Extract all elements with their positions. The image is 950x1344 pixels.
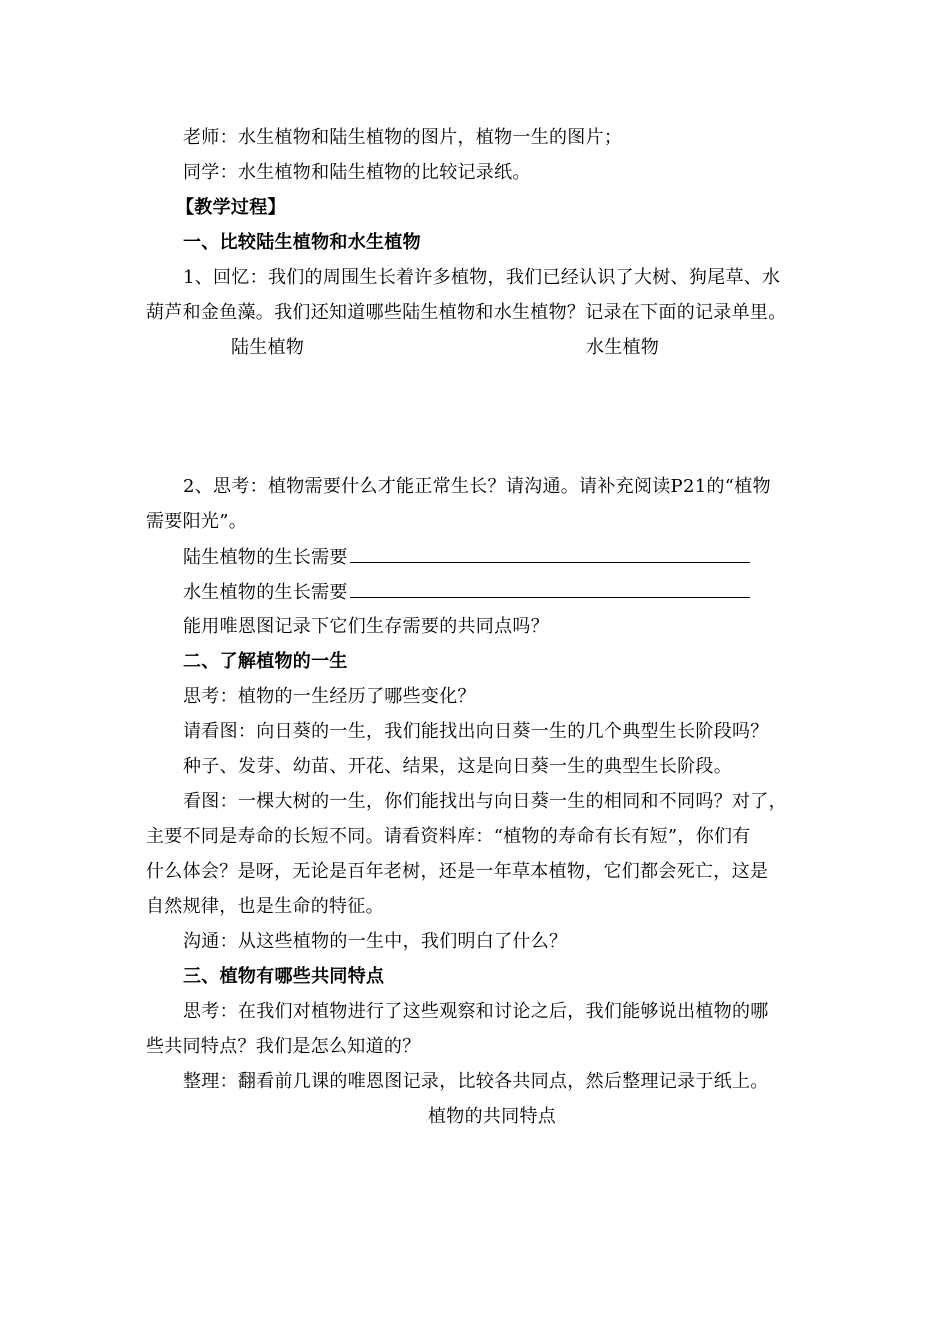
common-features-title: 植物的共同特点	[428, 1106, 557, 1127]
think-paragraph-line2: 需要阳光”。	[146, 511, 248, 532]
column-land-plants: 陆生植物	[231, 337, 305, 358]
venn-question: 能用唯恩图记录下它们生存需要的共同点吗？	[183, 616, 549, 637]
section3-think-line2: 些共同特点？我们是怎么知道的？	[146, 1036, 421, 1057]
section1-heading: 一、比较陆生植物和水生植物	[183, 232, 421, 253]
section2-think: 思考：植物的一生经历了哪些变化？	[183, 686, 476, 707]
recall-paragraph-line1: 1、回忆：我们的周围生长着许多植物，我们已经认识了大树、狗尾草、水	[183, 267, 781, 288]
tree-paragraph-line2: 主要不同是寿命的长短不同。请看资料库：“植物的寿命有长有短”，你们有	[146, 826, 751, 847]
land-growth-needs-blank[interactable]	[350, 546, 750, 563]
section3-organize: 整理：翻看前几课的唯恩图记录，比较各共同点，然后整理记录于纸上。	[183, 1071, 769, 1092]
process-heading: 【教学过程】	[176, 197, 286, 218]
recall-paragraph-line2: 葫芦和金鱼藻。我们还知道哪些陆生植物和水生植物？记录在下面的记录单里。	[146, 302, 787, 323]
section2-heading: 二、了解植物的一生	[183, 651, 348, 672]
teacher-materials: 老师：水生植物和陆生植物的图片，植物一生的图片；	[183, 127, 623, 148]
student-materials: 同学：水生植物和陆生植物的比较记录纸。	[183, 162, 531, 183]
column-water-plants: 水生植物	[586, 337, 660, 358]
section3-heading: 三、植物有哪些共同特点	[183, 966, 385, 987]
sunflower-stages: 种子、发芽、幼苗、开花、结果，这是向日葵一生的典型生长阶段。	[183, 756, 732, 777]
water-growth-needs-blank[interactable]	[350, 581, 750, 598]
tree-paragraph-line3: 什么体会？是呀，无论是百年老树，还是一年草本植物，它们都会死亡，这是	[146, 861, 769, 882]
tree-paragraph-line4: 自然规律，也是生命的特征。	[146, 896, 384, 917]
water-growth-needs	[183, 581, 750, 604]
section2-communicate: 沟通：从这些植物的一生中，我们明白了什么？	[183, 931, 568, 952]
water-growth-needs-label: 水生植物的生长需要	[183, 582, 348, 603]
section3-think-line1: 思考：在我们对植物进行了这些观察和讨论之后，我们能够说出植物的哪	[183, 1001, 769, 1022]
think-paragraph-line1: 2、思考：植物需要什么才能正常生长？请沟通。请补充阅读P21的“植物	[183, 476, 771, 497]
tree-paragraph-line1: 看图：一棵大树的一生，你们能找出与向日葵一生的相同和不同吗？对了，	[183, 791, 787, 812]
sunflower-question: 请看图：向日葵的一生，我们能找出向日葵一生的几个典型生长阶段吗？	[183, 721, 769, 742]
land-growth-needs-label: 陆生植物的生长需要	[183, 547, 348, 568]
land-growth-needs	[183, 546, 750, 569]
